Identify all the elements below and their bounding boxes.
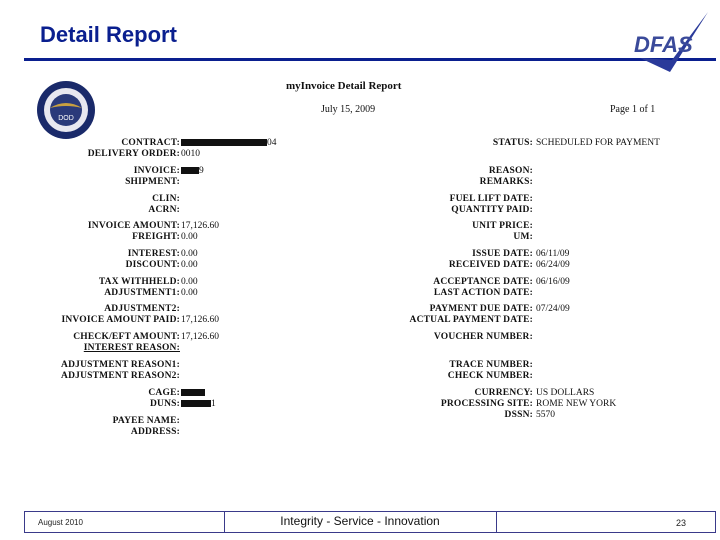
redaction-bar: [181, 400, 211, 407]
field-label: TRACE NUMBER:: [449, 360, 533, 370]
field-label: PAYMENT DUE DATE:: [429, 304, 533, 314]
field-value: 07/24/09: [536, 304, 570, 314]
field-value: 0.00: [181, 288, 198, 298]
field-label: ADJUSTMENT REASON1:: [61, 360, 180, 370]
field-label: ACCEPTANCE DATE:: [433, 277, 533, 287]
field-label: QUANTITY PAID:: [451, 205, 533, 215]
field-label: PROCESSING SITE:: [440, 399, 533, 409]
field-label: TAX WITHHELD:: [98, 277, 180, 287]
svg-text:DOD: DOD: [58, 115, 74, 122]
field-value: [181, 399, 216, 410]
field-label: LAST ACTION DATE:: [433, 288, 533, 298]
footer-date: August 2010: [38, 518, 83, 527]
footer-motto: Integrity - Service - Innovation: [280, 514, 440, 528]
field-label: CURRENCY:: [474, 388, 533, 398]
field-label: CHECK NUMBER:: [447, 371, 533, 381]
field-label: ADDRESS:: [130, 427, 180, 437]
field-label: STATUS:: [492, 138, 533, 148]
field-value: 0010: [181, 149, 200, 159]
field-label: RECEIVED DATE:: [448, 260, 533, 270]
field-value-suffix: 9: [199, 166, 204, 176]
field-label: INTEREST:: [127, 249, 180, 259]
redaction-bar: [181, 389, 205, 396]
field-value: 0.00: [181, 249, 198, 259]
field-label: INVOICE AMOUNT:: [87, 221, 180, 231]
field-label: ACTUAL PAYMENT DATE:: [409, 315, 533, 325]
field-value: 06/24/09: [536, 260, 570, 270]
field-label: ADJUSTMENT REASON2:: [61, 371, 180, 381]
field-label: INVOICE AMOUNT PAID:: [61, 315, 180, 325]
report-page: Page 1 of 1: [610, 104, 656, 115]
field-label: REMARKS:: [479, 177, 533, 187]
redaction-bar: [181, 167, 199, 174]
field-label: DISCOUNT:: [125, 260, 180, 270]
field-label: INVOICE:: [133, 166, 180, 176]
field-label: PAYEE NAME:: [112, 416, 180, 426]
field-label: FREIGHT:: [132, 232, 180, 242]
field-value: 17,126.60: [181, 221, 219, 231]
field-label: DELIVERY ORDER:: [87, 149, 180, 159]
field-label: VOUCHER NUMBER:: [433, 332, 533, 342]
field-value: 5570: [536, 410, 555, 420]
report-title: myInvoice Detail Report: [286, 80, 402, 92]
field-label: ACRN:: [148, 205, 180, 215]
field-label: ISSUE DATE:: [472, 249, 533, 259]
field-value: 17,126.60: [181, 315, 219, 325]
field-label: CAGE:: [148, 388, 180, 398]
field-value: 0.00: [181, 277, 198, 287]
field-label: FUEL LIFT DATE:: [449, 194, 533, 204]
field-value: [181, 388, 205, 399]
field-value: ROME NEW YORK: [536, 399, 617, 409]
field-value: SCHEDULED FOR PAYMENT: [536, 138, 660, 148]
dod-seal-icon: [36, 80, 96, 140]
field-value: 0.00: [181, 260, 198, 270]
logo-text: DFAS: [634, 32, 693, 57]
field-label: INTEREST REASON:: [83, 343, 180, 353]
field-value: US DOLLARS: [536, 388, 595, 398]
field-label: CHECK/EFT AMOUNT:: [73, 332, 180, 342]
field-value: 0.00: [181, 232, 198, 242]
field-label: CLIN:: [152, 194, 180, 204]
page-number: 23: [676, 518, 687, 528]
field-label: UM:: [513, 232, 533, 242]
field-label: SHIPMENT:: [125, 177, 180, 187]
field-label: DUNS:: [149, 399, 180, 409]
field-label: UNIT PRICE:: [472, 221, 533, 231]
redaction-bar: [181, 139, 267, 146]
field-value: 17,126.60: [181, 332, 219, 342]
field-label: CONTRACT:: [121, 138, 180, 148]
field-value-suffix: 1: [211, 399, 216, 409]
field-label: REASON:: [488, 166, 533, 176]
field-value: 06/16/09: [536, 277, 570, 287]
field-label: ADJUSTMENT2:: [104, 304, 180, 314]
field-value-suffix: 04: [267, 138, 277, 148]
field-label: DSSN:: [504, 410, 533, 420]
field-value: 06/11/09: [536, 249, 570, 259]
field-value: [181, 138, 277, 149]
field-label: ADJUSTMENT1:: [104, 288, 180, 298]
report-date: July 15, 2009: [321, 104, 376, 115]
field-value: [181, 166, 204, 177]
slide-title: Detail Report: [40, 22, 177, 47]
